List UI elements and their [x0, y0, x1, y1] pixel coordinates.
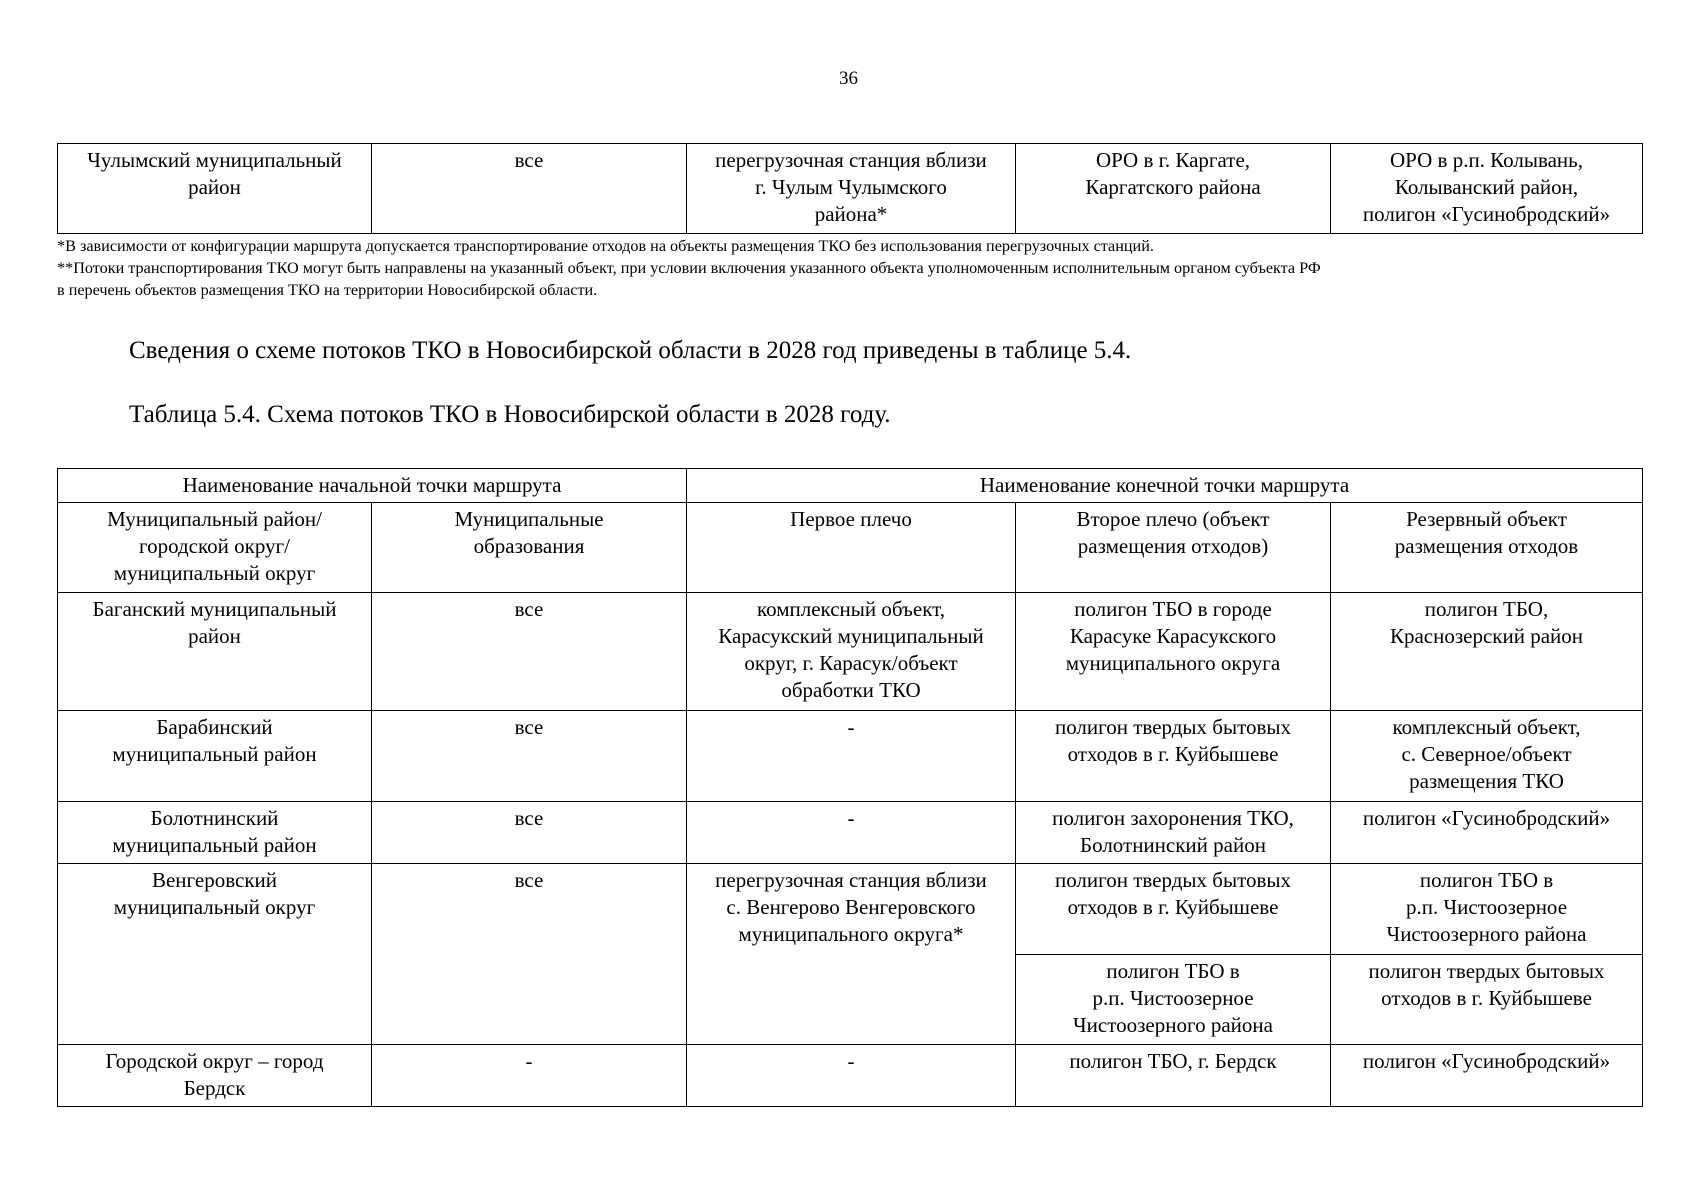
first-leg-cell — [687, 711, 1016, 802]
municipalities-cell: - — [372, 1045, 687, 1107]
second-leg-cell — [1016, 802, 1331, 864]
first-leg-cell — [687, 1045, 1016, 1107]
table-row — [58, 864, 1643, 955]
cell-text-line: муниципального округа — [1065, 651, 1281, 675]
reserve-cell — [1331, 864, 1643, 955]
municipalities-cell: все — [372, 802, 687, 864]
cell-text-line: Карасукский муниципальный — [718, 624, 984, 648]
cell-text-line: Карасуке Карасукского — [1069, 624, 1277, 648]
cell-text-line: Муниципальный район/ — [107, 507, 322, 531]
cell-text-line: Колыванский район, — [1394, 175, 1579, 199]
cell-text-line: комплексный объект, — [1392, 715, 1581, 739]
cell-text-line: муниципальный район — [112, 833, 317, 857]
footnote: **Потоки транспортирования ТКО могут быть направлены на указанный объект, при условии включения указанного объекта уполномоченным исполнительным органом субъекта РФ — [57, 259, 1321, 277]
tko-flow-table — [57, 468, 1643, 1107]
cell-text-line: городской округ/ — [139, 534, 290, 558]
cell-text-line: г. Чулым Чулымского — [755, 175, 947, 199]
cell-text-line: отходов в г. Куйбышеве — [1067, 742, 1279, 766]
cell-text-line: - — [847, 1049, 855, 1073]
cell-text-line: с. Северное/объект — [1401, 742, 1572, 766]
cell-text-line: Баганский муниципальный — [92, 597, 337, 621]
cell-text-line: район — [188, 175, 241, 199]
district-cell — [58, 711, 372, 802]
district-cell — [58, 593, 372, 711]
cell-text-line: муниципальный округ — [113, 895, 316, 919]
cell-text-line: - — [847, 715, 855, 739]
cell-text-line: район — [188, 624, 241, 648]
cell-text-line: отходов в г. Куйбышеве — [1067, 895, 1279, 919]
cell-text-line: образования — [473, 534, 585, 558]
cell-text-line: все — [514, 148, 544, 172]
district-cell — [58, 144, 372, 234]
cell-text-line: Венгеровский — [151, 868, 277, 892]
table-row — [58, 593, 1643, 711]
municipalities-cell: все — [372, 711, 687, 802]
first-leg-cell — [687, 144, 1016, 234]
second-leg-cell — [1016, 1045, 1331, 1107]
municipalities-cell: все — [372, 593, 687, 711]
cell-text-line: отходов в г. Куйбышеве — [1381, 986, 1592, 1010]
cell-text-line: перегрузочная станция вблизи — [715, 148, 987, 172]
cell-text-line: Муниципальные — [454, 507, 604, 531]
column-header — [687, 503, 1016, 593]
cell-text-line: Резервный объект — [1406, 507, 1567, 531]
reserve-cell — [1331, 593, 1643, 711]
cell-text-line: полигон ТБО, — [1424, 597, 1549, 621]
cell-text-line: Городской округ – город — [105, 1049, 324, 1073]
district-cell — [58, 1045, 372, 1107]
group-header-start: Наименование начальной точки маршрута — [58, 469, 687, 503]
first-leg-cell — [687, 593, 1016, 711]
reserve-cell — [1331, 802, 1643, 864]
table-row — [58, 711, 1643, 802]
cell-text-line: р.п. Чистоозерное — [1405, 895, 1568, 919]
cell-text-line: полигон «Гусинобродский» — [1362, 806, 1611, 830]
cell-text-line: полигон ТБО, г. Бердск — [1069, 1049, 1277, 1073]
municipalities-cell: все — [372, 864, 687, 1045]
cell-text-line: полигон ТБО в — [1106, 959, 1240, 983]
cell-text-line: размещения отходов — [1394, 534, 1579, 558]
first-leg-cell — [687, 802, 1016, 864]
table-row — [58, 802, 1643, 864]
cell-text-line: полигон ТБО в городе — [1074, 597, 1272, 621]
second-leg-cell — [1016, 955, 1331, 1045]
cell-text-line: муниципальный округ — [113, 561, 316, 585]
table-row — [58, 144, 1643, 234]
cell-text-line: муниципальный район — [112, 742, 317, 766]
cell-text-line: полигон твердых бытовых — [1368, 959, 1605, 983]
reserve-cell — [1331, 144, 1643, 234]
page-number: 36 — [839, 68, 858, 89]
column-header-row — [58, 503, 1643, 593]
reserve-cell — [1331, 955, 1643, 1045]
cell-text-line: р.п. Чистоозерное — [1092, 986, 1254, 1010]
second-leg-cell — [1016, 711, 1331, 802]
cell-text-line: Болотнинский — [150, 806, 279, 830]
column-header — [1331, 503, 1643, 593]
cell-text-line: ОРО в г. Каргате, — [1095, 148, 1251, 172]
second-leg-cell — [1016, 593, 1331, 711]
cell-text-line: ОРО в р.п. Колывань, — [1390, 148, 1583, 172]
group-header-end: Наименование конечной точки маршрута — [687, 469, 1643, 503]
column-header — [372, 503, 687, 593]
first-leg-cell — [687, 864, 1016, 1045]
cell-text-line: полигон «Гусинобродский» — [1362, 1049, 1611, 1073]
group-header-row — [58, 469, 1643, 503]
cell-text-line: полигон ТБО в — [1419, 868, 1554, 892]
cell-text-line: с. Венгерово Венгеровского — [726, 895, 976, 919]
cell-text-line: Бердск — [183, 1076, 246, 1100]
cell-text-line: полигон «Гусинобродский» — [1362, 202, 1611, 226]
cell-text-line: обработки ТКО — [781, 678, 921, 702]
footnotes — [57, 235, 1647, 301]
cell-text-line: Чулымский муниципальный — [87, 148, 342, 172]
cell-text-line: Барабинский — [156, 715, 273, 739]
second-leg-cell — [1016, 144, 1331, 234]
municipalities-cell — [372, 144, 687, 234]
cell-text-line: размещения отходов) — [1077, 534, 1269, 558]
district-cell — [58, 802, 372, 864]
second-leg-cell — [1016, 864, 1331, 955]
cell-text-line: полигон захоронения ТКО, — [1052, 806, 1294, 830]
cell-text-line: перегрузочная станция вблизи — [715, 868, 987, 892]
cell-text-line: Каргатского района — [1085, 175, 1261, 199]
column-header — [58, 503, 372, 593]
column-header — [1016, 503, 1331, 593]
reserve-cell — [1331, 711, 1643, 802]
cell-text-line: Краснозерский район — [1389, 624, 1584, 648]
reserve-cell — [1331, 1045, 1643, 1107]
table-row — [58, 1045, 1643, 1107]
cell-text-line: полигон твердых бытовых — [1054, 715, 1292, 739]
cell-text-line: округ, г. Карасук/объект — [744, 651, 958, 675]
cell-text-line: района* — [814, 202, 888, 226]
cell-text-line: размещения ТКО — [1409, 769, 1564, 793]
cell-text-line: комплексный объект, — [756, 597, 945, 621]
cell-text-line: полигон твердых бытовых — [1054, 868, 1292, 892]
cell-text-line: Чистоозерного района — [1073, 1013, 1273, 1037]
cell-text-line: Чистоозерного района — [1386, 922, 1587, 946]
continuation-table — [57, 143, 1643, 234]
cell-text-line: Первое плечо — [790, 507, 912, 531]
district-cell — [58, 864, 372, 1045]
cell-text-line: муниципального округа* — [738, 922, 964, 946]
cell-text-line: Болотнинский район — [1080, 833, 1266, 857]
cell-text-line: - — [847, 806, 855, 830]
table-caption: Таблица 5.4. Схема потоков ТКО в Новосибирской области в 2028 году. — [129, 401, 891, 428]
footnote: в перечень объектов размещения ТКО на территории Новосибирской области. — [57, 281, 598, 299]
cell-text-line: Второе плечо (объект — [1076, 507, 1270, 531]
footnote: *В зависимости от конфигурации маршрута допускается транспортирование отходов на объекты размещения ТКО без использования перегрузочных станций. — [57, 237, 1154, 255]
body-paragraph: Сведения о схеме потоков ТКО в Новосибирской области в 2028 год приведены в таблице 5.4. — [129, 337, 1132, 364]
